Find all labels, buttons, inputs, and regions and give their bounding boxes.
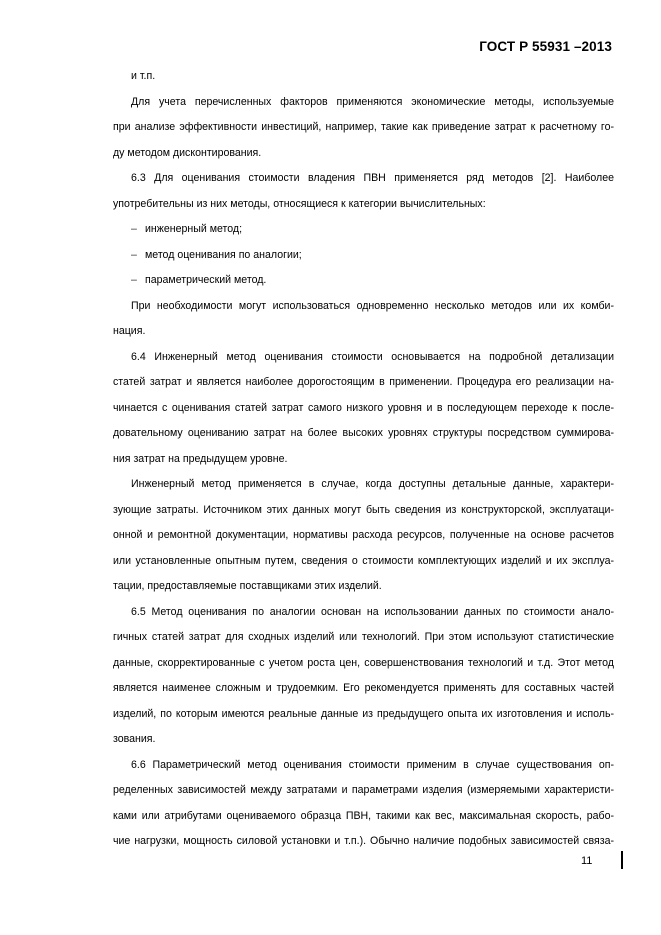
text-line: чие нагрузки, мощность силовой установки и т.п.). Обычно наличие подобных зависимостей связа- xyxy=(113,835,614,847)
page-number: 11 xyxy=(581,855,593,867)
page-body xyxy=(113,64,614,855)
list-item xyxy=(113,268,614,294)
text-line: 6.6 Параметрический метод оценивания стоимости применим в случае существования оп- xyxy=(131,758,614,771)
text-line: данные, скорректированные с учетом роста цен, совершенствования технологий и т.д. Этот метод xyxy=(113,656,614,669)
dash-marker: – xyxy=(131,248,137,261)
list-item xyxy=(113,243,614,269)
text-line: употребительны из них методы, относящиеся к категории вычислительных: xyxy=(113,197,486,210)
text-line: ния затрат на предыдущем уровне. xyxy=(113,452,288,465)
text-line: ду методом дисконтирования. xyxy=(113,146,262,159)
text-line: и т.п. xyxy=(131,70,156,82)
dash-marker: – xyxy=(131,223,137,235)
text-line: ределенных зависимостей между затратами и параметрами изделия (измеряемыми характеристи- xyxy=(113,784,614,796)
text-line: при анализе эффективности инвестиций, например, такие как приведение затрат к расчетному го- xyxy=(113,121,614,133)
text-line: статей затрат и является наиболее дорогостоящим в применении. Процедура его реализации на- xyxy=(113,376,614,388)
dash-marker: – xyxy=(131,274,137,286)
list-item xyxy=(113,217,614,243)
text-line: Для учета перечисленных факторов применяются экономические методы, используемые xyxy=(131,95,614,108)
text-line: является наименее сложным и трудоемким. Его рекомендуется применять для составных частей xyxy=(113,682,614,694)
text-line: Инженерный метод применяется в случае, когда доступны детальные данные, характери- xyxy=(131,478,614,490)
text-line: ками или атрибутами оцениваемого образца ПВН, такими как вес, максимальная скорость, рабо- xyxy=(113,809,614,822)
page-edge-marker xyxy=(621,851,623,869)
text-line: чинается с оценивания статей затрат самого низкого уровня и в последующем переходе к после- xyxy=(113,401,614,414)
text-line: или установленные опытным путем, сведения о стоимости комплектующих изделий и их эксплуа- xyxy=(113,554,614,567)
list-item-text: параметрический метод. xyxy=(145,274,267,286)
text-line: онной и ремонтной документации, нормативы расхода ресурсов, полученные на основе расчетов xyxy=(113,529,614,541)
text-line: 6.5 Метод оценивания по аналогии основан на использовании данных по стоимости анало- xyxy=(131,605,614,618)
list-item-text: метод оценивания по аналогии; xyxy=(145,248,302,261)
standard-designation: ГОСТ Р 55931 –2013 xyxy=(479,39,612,54)
text-line: тации, предоставляемые поставщиками этих изделий. xyxy=(113,580,382,592)
text-line: 6.3 Для оценивания стоимости владения ПВН применяется ряд методов [2]. Наиболее xyxy=(131,172,614,184)
text-line: довательному оцениванию затрат на более высоких уровнях структуры посредством суммирова- xyxy=(113,427,614,439)
list-item-text: инженерный метод; xyxy=(145,223,243,235)
text-line: зующие затраты. Источником этих данных могут быть сведения из конструкторской, эксплуатаци- xyxy=(113,503,614,516)
text-line: гичных статей затрат для сходных изделий или технологий. При этом используют статистические xyxy=(113,631,614,643)
text-line: При необходимости могут использоваться одновременно несколько методов или их комби- xyxy=(131,299,614,312)
text-line: нация. xyxy=(113,325,146,337)
text-line: 6.4 Инженерный метод оценивания стоимости основывается на подробной детализации xyxy=(131,350,614,363)
text-line: зования. xyxy=(113,733,156,745)
text-line: изделий, по которым имеются реальные данные из предыдущего опыта их изготовления и исполь- xyxy=(113,707,614,720)
